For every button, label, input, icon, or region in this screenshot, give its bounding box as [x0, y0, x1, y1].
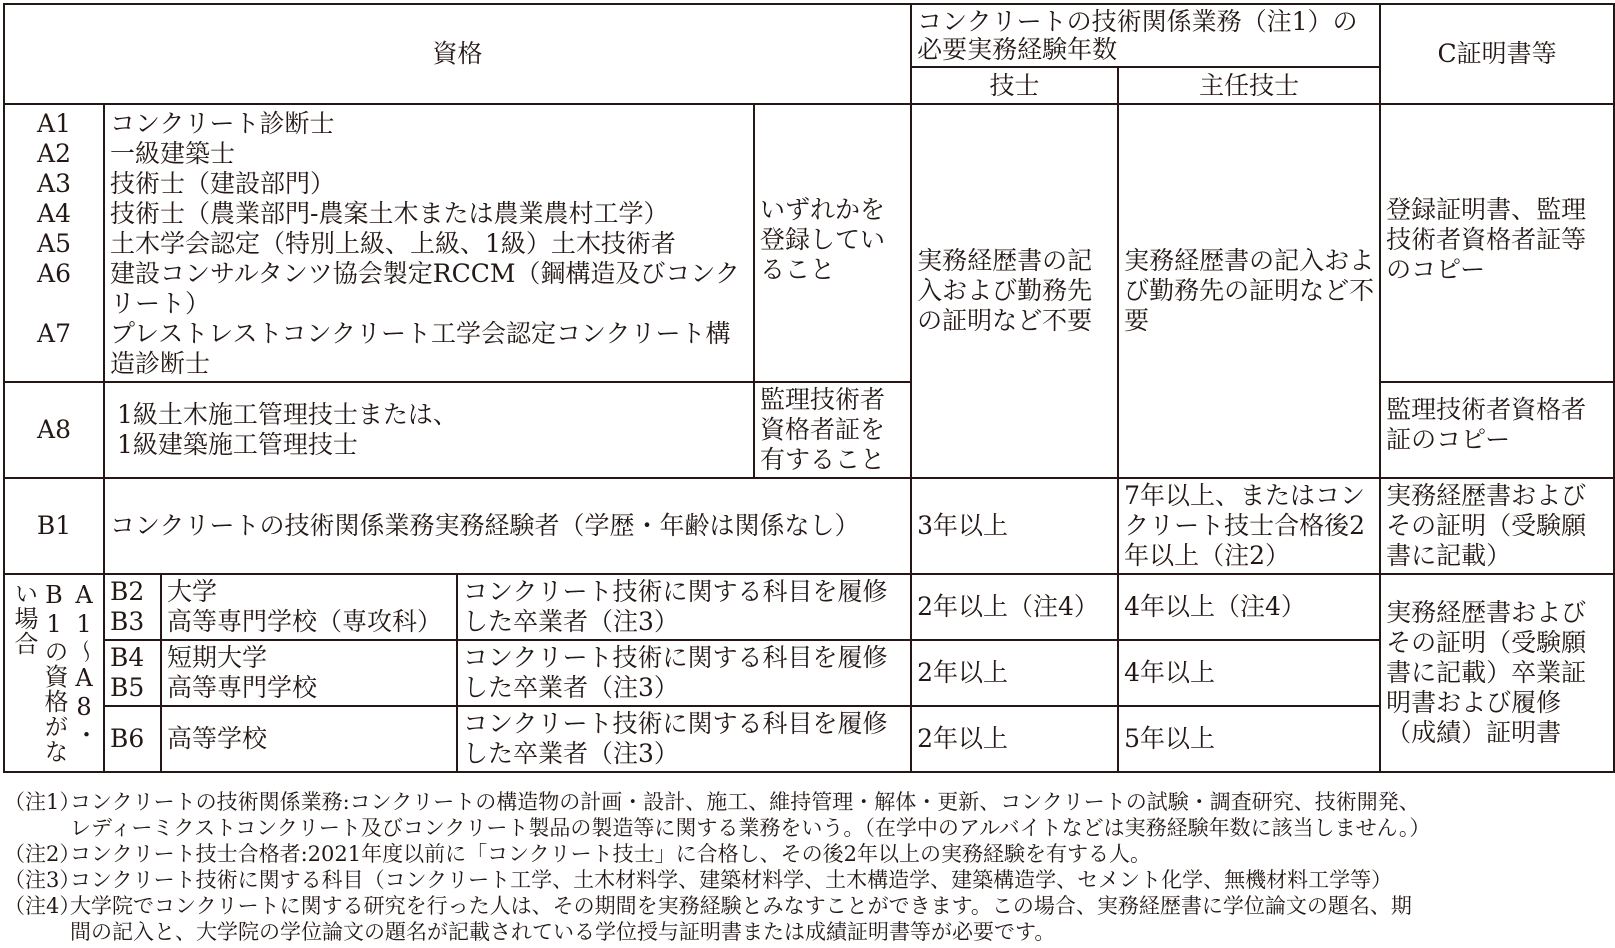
group-a-qualifications: コンクリート診断士 一級建築士 技術士（建設部門） 技術士（農業部門-農案土木または農業農村工学） 土木学会認定（特別上級、上級、1級）土木技術者 建設コンサルタンツ協会製定RCCM（鋼構造及びコンクリート） プレストレストコンクリート工学会認定コンクリート構造診断士 [104, 104, 754, 382]
group-a-engineer-requirement: 実務経歴書の記入および勤務先の証明など不要 [911, 104, 1118, 478]
group-b1-row [4, 478, 1614, 574]
table-row [4, 574, 1614, 640]
footnote-1 [4, 789, 1609, 841]
a8-condition: 監理技術者資格者証を有すること [754, 382, 911, 478]
b2-b3-engineer-requirement: 2年以上（注4） [911, 574, 1118, 640]
chief-engineer-header: 主任技士 [1118, 67, 1380, 104]
b2-b3-condition: コンクリート技術に関する科目を履修した卒業者（注3） [457, 574, 911, 640]
b1-qualification: コンクリートの技術関係業務実務経験者（学歴・年齢は関係なし） [104, 478, 911, 574]
footnote-text: コンクリートの技術関係業務:コンクリートの構造物の計画・設計、施工、維持管理・解体・更新、コンクリートの試験・調査研究、技術開発、 レディーミクストコンクリート及びコンクリート製品の製造等に関する業務をいう。（在学中のアルバイトなどは実務経験年数に該当しません。） [70, 790, 1431, 840]
table-row [4, 706, 1614, 772]
b1-code: B1 [4, 478, 104, 574]
footnote-text: コンクリート技士合格者:2021年度以前に「コンクリート技士」に合格し、その後2年以上の実務経験を有する人。 [70, 842, 1152, 866]
header-row [4, 4, 1614, 67]
requirements-table [3, 3, 1615, 773]
footnote-label: （注1） [4, 790, 81, 814]
footnote-label: （注2） [4, 842, 81, 866]
b1-certificate: 実務経歴書およびその証明（受験願書に記載） [1380, 478, 1614, 574]
b4-b5-chief-requirement: 4年以上 [1118, 640, 1380, 706]
b1-chief-requirement: 7年以上、またはコンクリート技士合格後2年以上（注2） [1118, 478, 1380, 574]
group-a-row [4, 104, 1614, 382]
b4-b5-condition: コンクリート技術に関する科目を履修した卒業者（注3） [457, 640, 911, 706]
b4-b5-schools: 短期大学 高等専門学校 [161, 640, 457, 706]
b6-condition: コンクリート技術に関する科目を履修した卒業者（注3） [457, 706, 911, 772]
footnote-text: 大学院でコンクリートに関する研究を行った人は、その期間を実務経験とみなすことができます。この場合、実務経歴書に学位論文の題名、期 間の記入と、大学院の学位論文の題名が記載されている学位授与証明書または成績証明書等が必要です。 [70, 894, 1412, 944]
table-row [4, 640, 1614, 706]
qualification-header: 資格 [4, 4, 911, 104]
footnote-2 [4, 841, 1609, 867]
group-a-codes: A1 A2 A3 A4 A5 A6 A7 [4, 104, 104, 382]
a8-code: A8 [4, 382, 104, 478]
b1-engineer-requirement: 3年以上 [911, 478, 1118, 574]
engineer-header: 技士 [911, 67, 1118, 104]
group-a-certificate: 登録証明書、監理技術者資格者証等のコピー [1380, 104, 1614, 382]
group-a-chief-requirement: 実務経歴書の記入および勤務先の証明など不要 [1118, 104, 1380, 478]
b6-code: B6 [104, 706, 161, 772]
b6-school: 高等学校 [161, 706, 457, 772]
b4-b5-codes: B4 B5 [104, 640, 161, 706]
footnote-3 [4, 867, 1609, 893]
b2-b3-schools: 大学 高等専門学校（専攻科） [161, 574, 457, 640]
footnote-label: （注4） [4, 894, 81, 918]
footnote-text: コンクリート技術に関する科目（コンクリート工学、土木材料学、建築材料学、土木構造学、建築構造学、セメント化学、無機材料工学等） [70, 868, 1393, 892]
certificate-header: C証明書等 [1380, 4, 1614, 104]
a8-certificate: 監理技術者資格者証のコピー [1380, 382, 1614, 478]
no-qualification-side-label [4, 574, 104, 772]
footnote-4 [4, 893, 1609, 945]
b2-b3-codes: B2 B3 [104, 574, 161, 640]
no-qualification-label-text: A1〜A8・B1の資格がない場合 [10, 580, 98, 764]
group-a-condition: いずれかを登録していること [754, 104, 911, 382]
footnote-label: （注3） [4, 868, 81, 892]
experience-years-header: コンクリートの技術関係業務（注1）の必要実務経験年数 [911, 4, 1380, 67]
footnotes [4, 789, 1609, 945]
group-b-certificate: 実務経歴書およびその証明（受験願書に記載）卒業証明書および履修（成績）証明書 [1380, 574, 1614, 772]
b2-b3-chief-requirement: 4年以上（注4） [1118, 574, 1380, 640]
a8-qualifications: 1級土木施工管理技士または、 1級建築施工管理技士 [104, 382, 754, 478]
b6-chief-requirement: 5年以上 [1118, 706, 1380, 772]
b4-b5-engineer-requirement: 2年以上 [911, 640, 1118, 706]
b6-engineer-requirement: 2年以上 [911, 706, 1118, 772]
